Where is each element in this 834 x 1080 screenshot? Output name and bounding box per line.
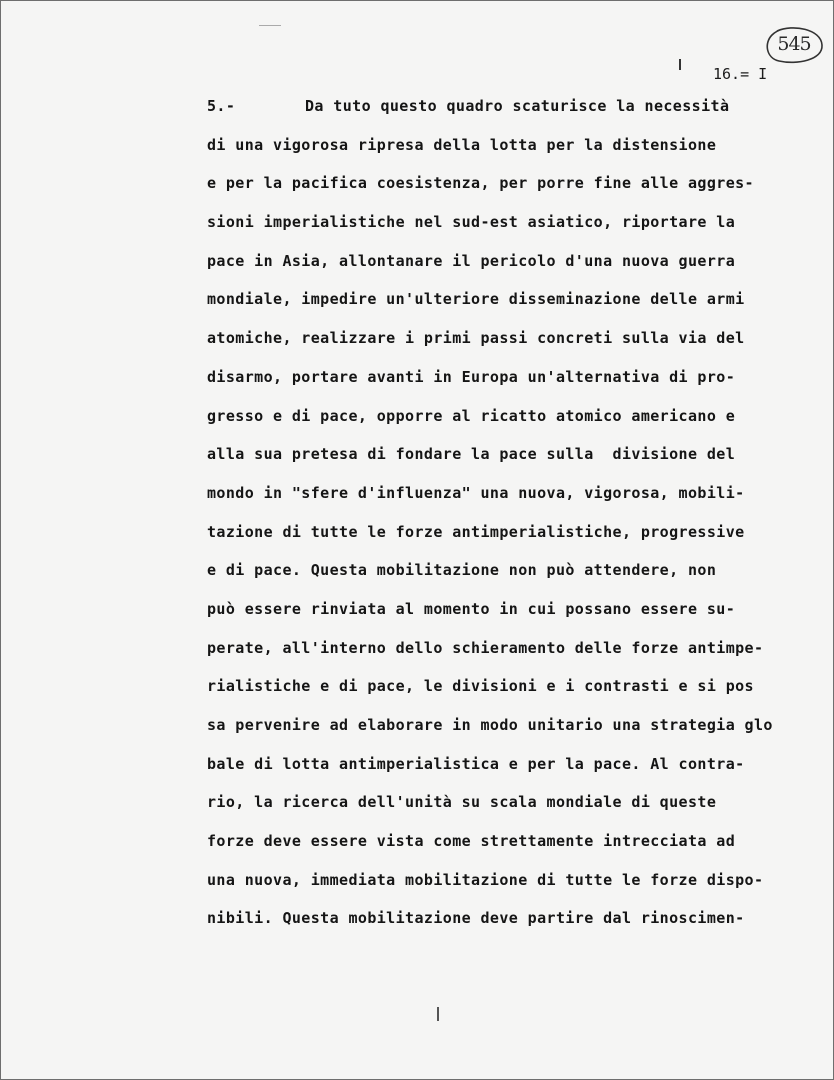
text-line-14: può essere rinviata al momento in cui possano essere su- xyxy=(207,599,736,618)
section-number: 5.- xyxy=(207,97,236,115)
text-line-4: sioni imperialistiche nel sud-est asiatico, riportare la xyxy=(207,213,736,232)
text-line-12: tazione di tutte le forze antimperialistiche, progressive xyxy=(207,522,745,541)
text-line-6: mondiale, impedire un'ulteriore disseminazione delle armi xyxy=(207,290,745,309)
text-line-9: gresso e di pace, opporre al ricatto atomico americano e xyxy=(207,406,736,425)
tick-mark-bottom xyxy=(437,1007,439,1021)
archive-stamp xyxy=(763,25,825,65)
tick-mark-top xyxy=(679,59,681,70)
text-line-2: di una vigorosa ripresa della lotta per la distensione xyxy=(207,135,717,154)
text-line-15: perate, all'interno dello schieramento delle forze antimpe- xyxy=(207,638,764,657)
text-line-3: e per la pacifica coesistenza, per porre fine alle aggres- xyxy=(207,174,754,193)
text-line-5: pace in Asia, allontanare il pericolo d'una nuova guerra xyxy=(207,251,736,270)
text-line-1-content: Da tuto questo quadro scaturisce la necessità xyxy=(305,97,730,115)
stamp-number: 545 xyxy=(777,33,811,55)
text-line-11: mondo in "sfere d'influenza" una nuova, vigorosa, mobili- xyxy=(207,483,745,502)
text-line-17: sa pervenire ad elaborare in modo unitario una strategia glo xyxy=(207,716,773,734)
text-line-18: bale di lotta antimperialistica e per la pace. Al contra- xyxy=(207,754,745,773)
body-text xyxy=(207,94,797,945)
text-line-20: forze deve essere vista come strettamente intrecciata ad xyxy=(207,832,736,851)
text-line-13: e di pace. Questa mobilitazione non può attendere, non xyxy=(207,561,717,580)
text-line-8: disarmo, portare avanti in Europa un'alternativa di pro- xyxy=(207,367,736,386)
text-line-16: rialistiche e di pace, le divisioni e i contrasti e si pos xyxy=(207,677,754,696)
smudge-top xyxy=(259,25,281,26)
text-line-10: alla sua pretesa di fondare la pace sulla divisione del xyxy=(207,445,736,464)
text-line-7: atomiche, realizzare i primi passi concreti sulla via del xyxy=(207,329,745,348)
text-line-21: una nuova, immediata mobilitazione di tutte le forze dispo- xyxy=(207,870,764,889)
text-line-1 xyxy=(207,94,797,133)
text-line-22: nibili. Questa mobilitazione deve partire dal rinoscimen- xyxy=(207,909,745,928)
page-number: 16.= I xyxy=(713,65,768,83)
text-line-19: rio, la ricerca dell'unità su scala mondiale di queste xyxy=(207,793,717,812)
